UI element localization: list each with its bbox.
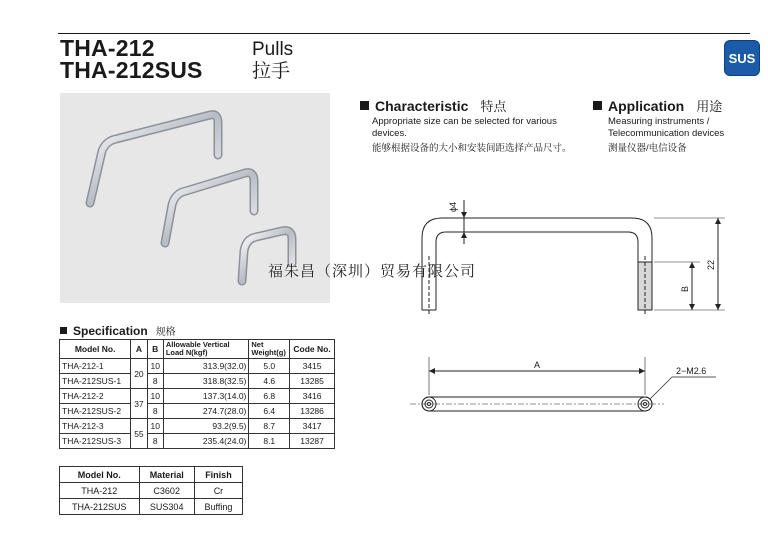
application-title-zh: 用途 (696, 99, 723, 114)
specification-title-zh: 规格 (155, 327, 176, 338)
cell-weight: 8.1 (249, 434, 290, 449)
cell-b: 10 (147, 389, 163, 404)
dim-b-label: B (680, 285, 690, 292)
material-table (59, 466, 243, 515)
cell-model: THA-212SUS-1 (60, 374, 131, 389)
cell-code: 3417 (290, 419, 335, 434)
characteristic-text-en: Appropriate size can be selected for various devices. (372, 116, 557, 139)
cell-material: C3602 (139, 483, 194, 499)
cell-code: 3415 (290, 359, 335, 374)
specification-heading (60, 323, 176, 338)
header-code-no: Code No. (290, 340, 335, 359)
header-material: Material (139, 467, 194, 483)
table-row (60, 389, 335, 404)
cell-a: 55 (131, 419, 147, 449)
cell-finish: Buffing (194, 499, 242, 515)
table-row (60, 404, 335, 419)
header-rule (58, 33, 750, 34)
table-row (60, 499, 243, 515)
characteristic-text-zh: 能够根据设备的大小和安装间距选择产品尺寸。 (372, 143, 572, 154)
screw-callout-label: 2−M2.6 (676, 366, 707, 376)
dim-a-label: A (534, 360, 541, 370)
model-number-1: THA-212 (60, 35, 155, 61)
cell-weight: 8.7 (249, 419, 290, 434)
cell-weight: 4.6 (249, 374, 290, 389)
header-model-no: Model No. (60, 467, 140, 483)
cell-b: 10 (147, 359, 163, 374)
cell-load: 235.4(24.0) (163, 434, 249, 449)
cell-weight: 5.0 (249, 359, 290, 374)
cell-load: 318.8(32.5) (163, 374, 249, 389)
cell-code: 13286 (290, 404, 335, 419)
cell-weight: 6.4 (249, 404, 290, 419)
table-row (60, 434, 335, 449)
characteristic-title: Characteristic (375, 97, 469, 114)
cell-model: THA-212-1 (60, 359, 131, 374)
cell-load: 313.9(32.0) (163, 359, 249, 374)
cell-a: 37 (131, 389, 147, 419)
cell-load: 274.7(28.0) (163, 404, 249, 419)
cell-model: THA-212SUS-2 (60, 404, 131, 419)
table-row (60, 419, 335, 434)
characteristic-heading (360, 96, 506, 115)
product-name-en: Pulls (252, 39, 294, 60)
characteristic-title-zh: 特点 (480, 99, 507, 114)
bullet-square-icon (593, 101, 602, 110)
cell-finish: Cr (194, 483, 242, 499)
table-header-row (60, 340, 335, 359)
cell-load: 93.2(9.5) (163, 419, 249, 434)
cell-model: THA-212-2 (60, 389, 131, 404)
bullet-square-icon (360, 101, 369, 110)
application-text-zh: 测量仪器/电信设备 (608, 143, 687, 154)
cell-code: 13287 (290, 434, 335, 449)
specification-table (59, 339, 335, 449)
cell-a: 20 (131, 359, 147, 389)
dim-phi-label: ϕ4 (448, 201, 458, 212)
cell-code: 3416 (290, 389, 335, 404)
application-heading (593, 96, 722, 115)
bullet-square-icon (60, 327, 67, 334)
header-finish: Finish (194, 467, 242, 483)
table-header-row (60, 467, 243, 483)
sus-badge: SUS (724, 40, 760, 76)
cell-weight: 6.8 (249, 389, 290, 404)
cell-code: 13285 (290, 374, 335, 389)
table-row (60, 359, 335, 374)
cell-model: THA-212SUS-3 (60, 434, 131, 449)
application-title: Application (608, 97, 685, 114)
header-net-weight: Net Weight(g) (249, 340, 290, 359)
table-row (60, 483, 243, 499)
header-b: B (147, 340, 163, 359)
dim-22-label: 22 (706, 259, 716, 270)
cell-b: 10 (147, 419, 163, 434)
specification-title: Specification (73, 323, 148, 338)
cell-b: 8 (147, 434, 163, 449)
application-text-en: Measuring instruments / Telecommunication devices (608, 116, 725, 139)
cell-model: THA-212-3 (60, 419, 131, 434)
cell-b: 8 (147, 374, 163, 389)
top-view-drawing (400, 355, 740, 430)
cell-b: 8 (147, 404, 163, 419)
header-model-no: Model No. (60, 340, 131, 359)
product-name-zh: 拉手 (252, 61, 291, 82)
header-allowable-load: Allowable Vertical Load N(kgf) (163, 340, 249, 359)
table-row (60, 374, 335, 389)
header-a: A (131, 340, 147, 359)
cell-model: THA-212SUS (60, 499, 140, 515)
side-view-drawing (400, 190, 740, 320)
model-number-2: THA-212SUS (60, 57, 203, 83)
watermark-text: 福朱昌（深圳）贸易有限公司 (268, 262, 477, 280)
cell-model: THA-212 (60, 483, 140, 499)
cell-material: SUS304 (139, 499, 194, 515)
cell-load: 137.3(14.0) (163, 389, 249, 404)
